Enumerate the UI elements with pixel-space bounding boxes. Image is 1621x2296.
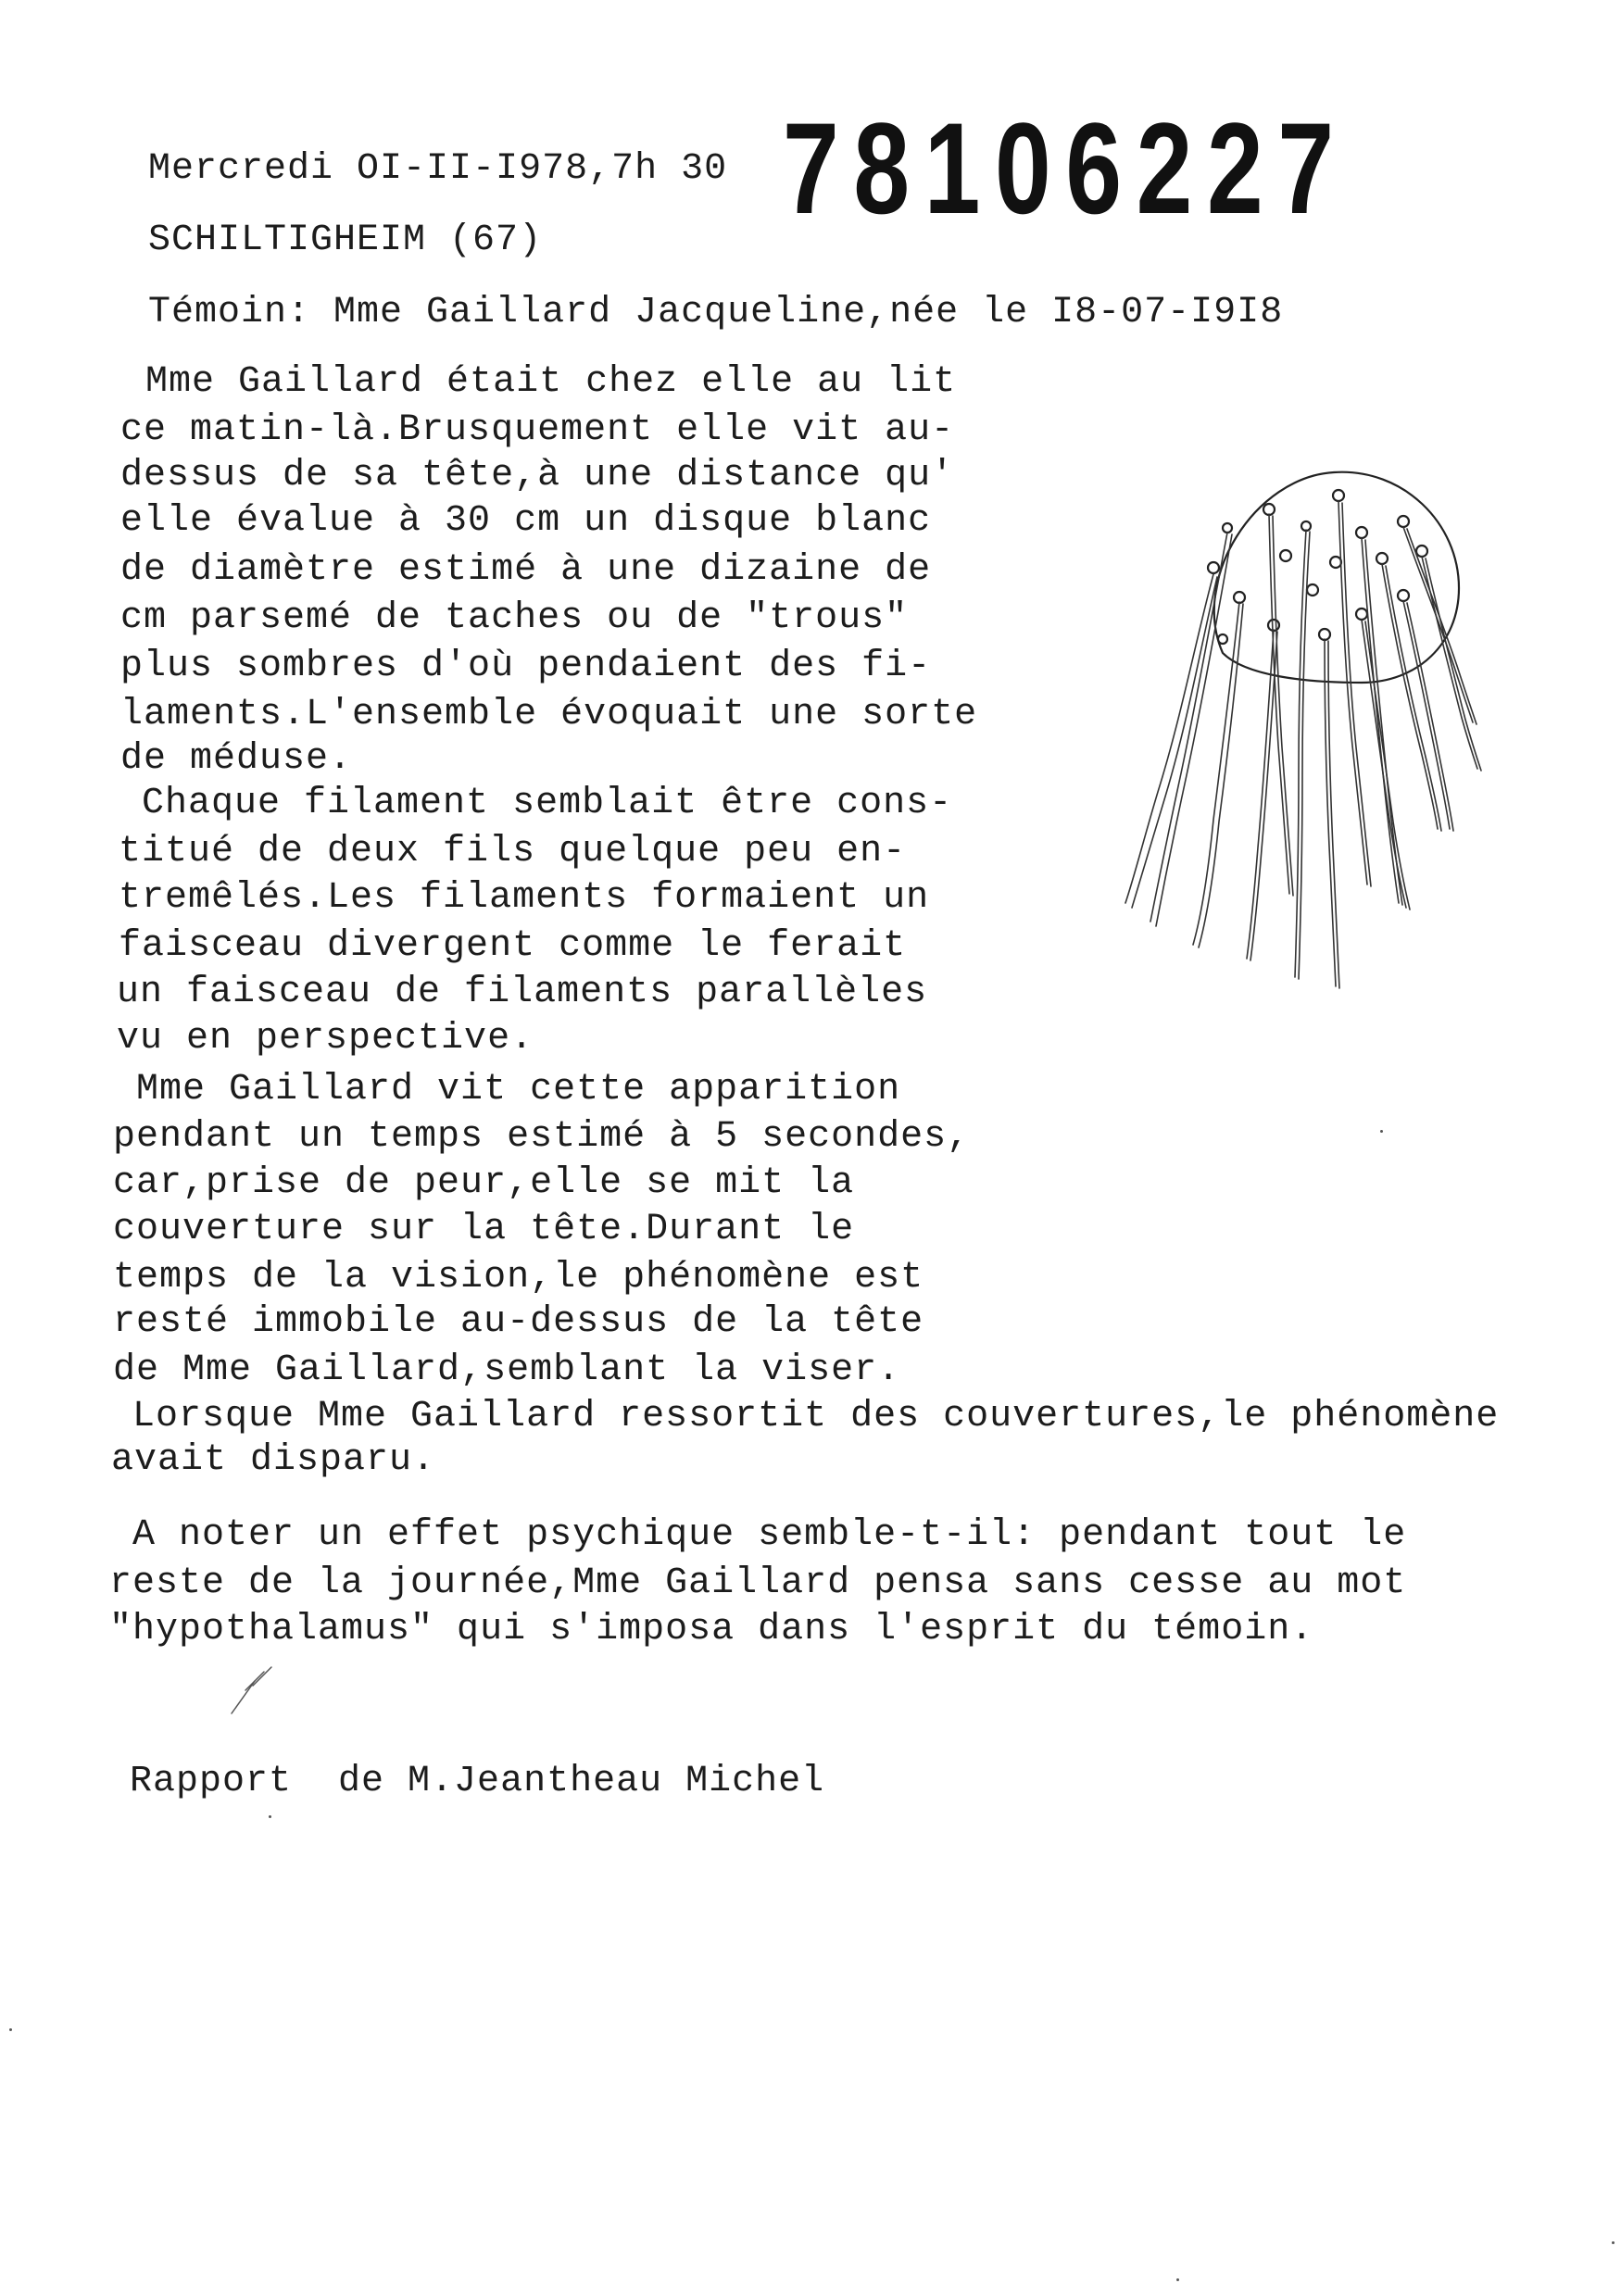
body-line: Chaque filament semblait être cons- xyxy=(119,783,953,824)
paper-speck xyxy=(269,1815,271,1818)
body-line: de méduse. xyxy=(120,738,353,780)
jellyfish-disc-sketch xyxy=(1093,440,1501,1014)
body-line: temps de la vision,le phénomène est xyxy=(113,1257,924,1299)
paper-speck xyxy=(9,2028,12,2031)
body-line: ce matin-là.Brusquement elle vit au- xyxy=(120,409,955,451)
body-line: de diamètre estimé à une dizaine de xyxy=(120,549,932,591)
paper-speck xyxy=(1612,2241,1615,2244)
body-line: cm parsemé de taches ou de "trous" xyxy=(120,597,909,639)
body-line: Mme Gaillard était chez elle au lit xyxy=(122,361,957,403)
body-line: vu en perspective. xyxy=(117,1018,534,1060)
body-line: pendant un temps estimé à 5 secondes, xyxy=(113,1116,971,1158)
body-line: reste de la journée,Mme Gaillard pensa sans cesse au mot xyxy=(109,1562,1407,1604)
body-line: faisceau divergent comme le ferait xyxy=(119,925,907,967)
paper-speck xyxy=(1176,2278,1179,2281)
body-line: elle évalue à 30 cm un disque blanc xyxy=(120,500,932,542)
body-line: laments.L'ensemble évoquait une sorte xyxy=(120,694,978,735)
body-line: plus sombres d'où pendaient des fi- xyxy=(120,646,932,687)
body-line: Lorsque Mme Gaillard ressortit des couvertures,le phénomène xyxy=(109,1396,1500,1437)
date-time-line: Mercredi OI-II-I978,7h 30 xyxy=(148,148,728,190)
body-line: de Mme Gaillard,semblant la viser. xyxy=(113,1349,901,1391)
body-line: dessus de sa tête,à une distance qu' xyxy=(120,455,955,496)
witness-line: Témoin: Mme Gaillard Jacqueline,née le I8-07-I9I8 xyxy=(148,292,1284,333)
paper-speck xyxy=(1380,1130,1383,1133)
body-line: titué de deux fils quelque peu en- xyxy=(119,831,907,872)
body-line: A noter un effet psychique semble-t-il: pendant tout le xyxy=(109,1514,1407,1556)
pencil-mark xyxy=(227,1662,283,1718)
body-line: resté immobile au-dessus de la tête xyxy=(113,1301,924,1343)
report-signature-line: Rapport de M.Jeantheau Michel xyxy=(130,1761,825,1802)
body-line: "hypothalamus" qui s'imposa dans l'esprit du témoin. xyxy=(109,1609,1314,1650)
location-line: SCHILTIGHEIM (67) xyxy=(148,220,543,261)
body-line: avait disparu. xyxy=(111,1439,436,1481)
body-line: tremêlés.Les filaments formaient un xyxy=(119,877,930,919)
body-line: couverture sur la tête.Durant le xyxy=(113,1209,855,1250)
body-line: car,prise de peur,elle se mit la xyxy=(113,1162,855,1204)
body-line: un faisceau de filaments parallèles xyxy=(117,972,928,1013)
body-line: Mme Gaillard vit cette apparition xyxy=(113,1069,901,1110)
case-number-stamp: 78106227 xyxy=(783,95,1349,241)
